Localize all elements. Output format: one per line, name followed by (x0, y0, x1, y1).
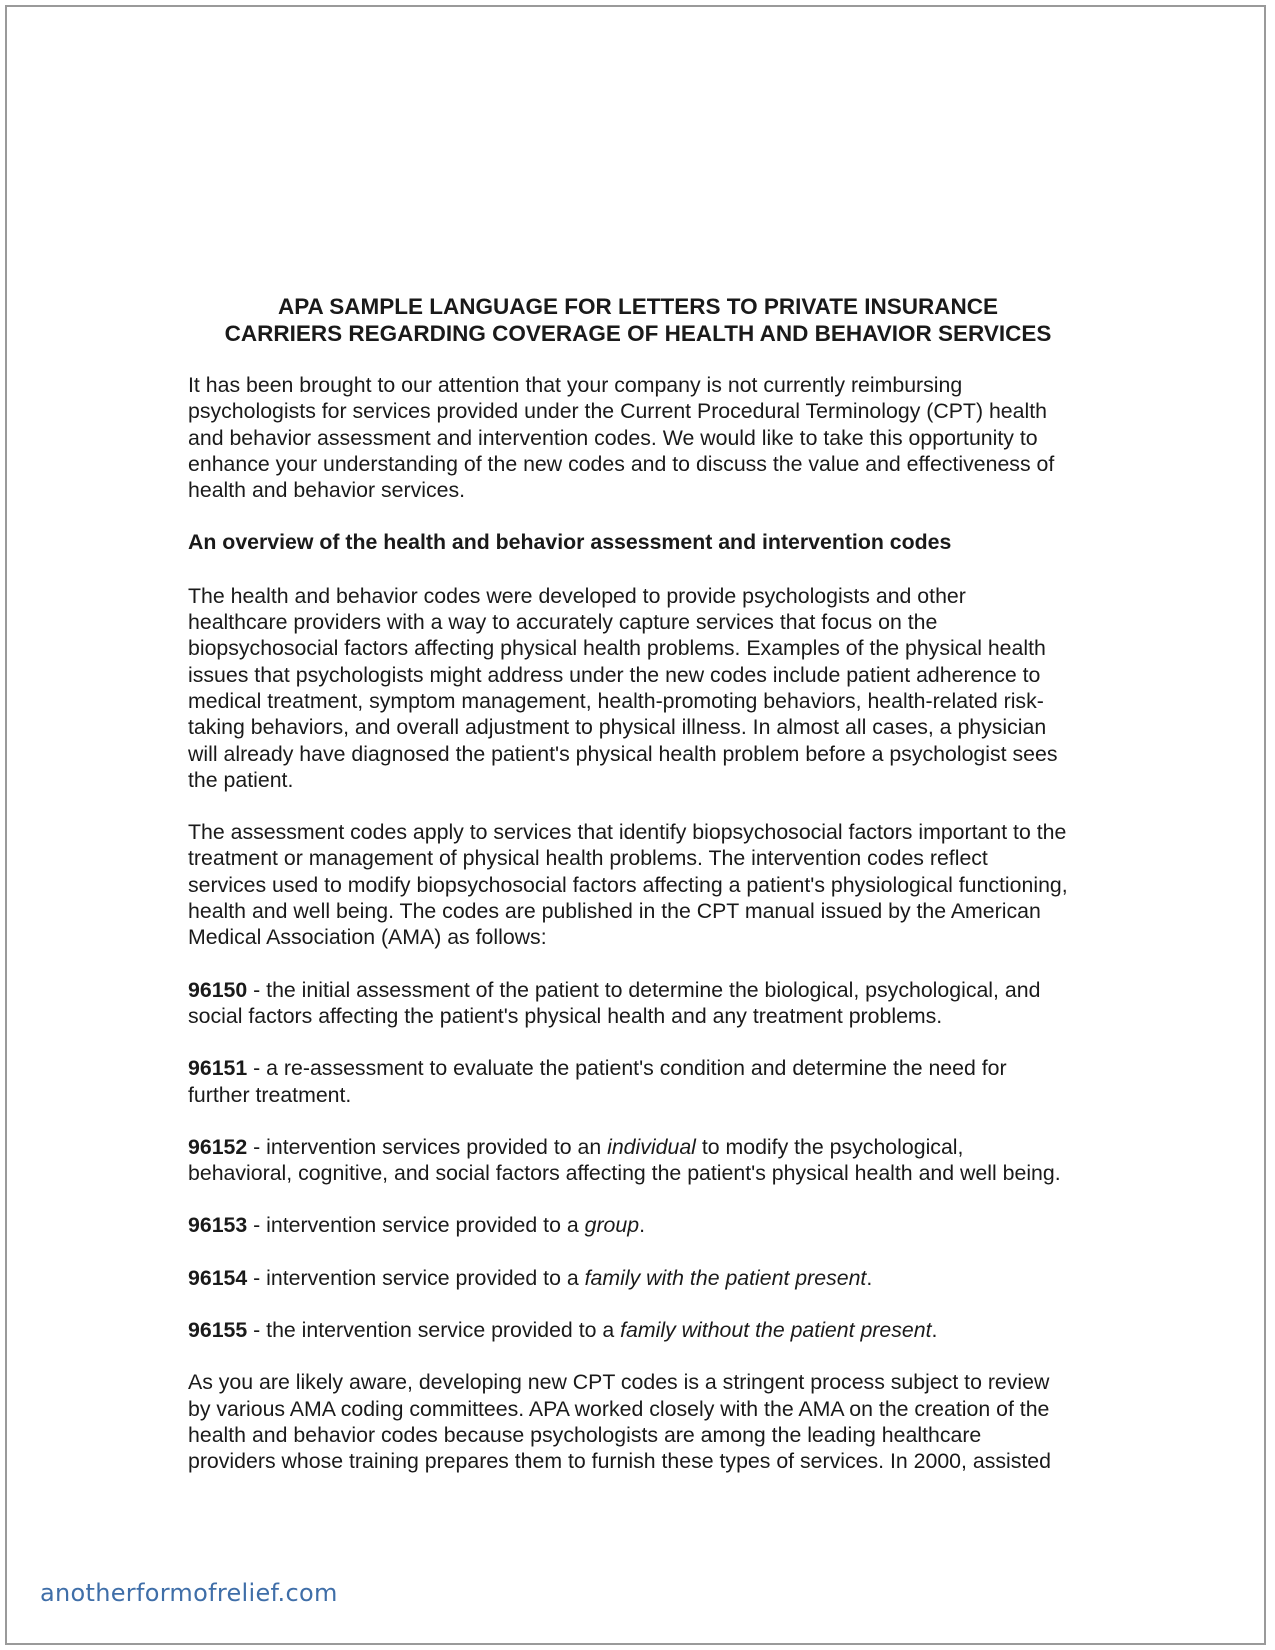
document-body (188, 293, 1093, 1501)
text-line: It has been brought to our attention that your company is not currently reimbursing (188, 373, 963, 397)
text-line: medical treatment, symptom management, health-promoting behaviors, health-related risk- (188, 688, 1044, 713)
text-line: by various AMA coding committees. APA worked closely with the AMA on the creation of the (188, 1396, 1050, 1421)
code-description: - the intervention service provided to a (247, 1318, 621, 1343)
codes-intro-paragraph (188, 819, 1093, 950)
code-description: . (639, 1213, 646, 1238)
title-line: CARRIERS REGARDING COVERAGE OF HEALTH AND BEHAVIOR SERVICES (224, 321, 1052, 346)
text-line (188, 1265, 1093, 1291)
text-line: further treatment. (188, 1082, 352, 1107)
website-watermark: anotherformofrelief.com (40, 1579, 338, 1607)
text-line: health and well being. The codes are published in the CPT manual issued by the American (188, 899, 1041, 924)
title-line: APA SAMPLE LANGUAGE FOR LETTERS TO PRIVATE INSURANCE (277, 294, 999, 319)
code-emphasis: individual (607, 1134, 696, 1159)
text-line: providers whose training prepares them to furnish these types of services. In 2000, assisted (188, 1449, 1051, 1474)
text-line: services used to modify biopsychosocial factors affecting a patient's physiological functioning, (188, 872, 1068, 897)
code-number: 96150 (188, 977, 248, 1002)
code-emphasis: family with the patient present (584, 1265, 867, 1290)
text-line: The assessment codes apply to services that identify biopsychosocial factors important to the (188, 820, 1067, 845)
code-item-96153 (188, 1212, 1093, 1238)
text-line (188, 1055, 1093, 1081)
text-line: and behavior assessment and intervention codes. We would like to take this opportunity to (188, 425, 1038, 450)
code-item-96154 (188, 1265, 1093, 1291)
overview-paragraph (188, 583, 1093, 793)
code-description: . (866, 1265, 873, 1290)
document-title (188, 293, 1088, 347)
text-line: psychologists for services provided under the Current Procedural Terminology (CPT) health (188, 399, 1047, 424)
text-line: health and behavior services. (188, 478, 466, 503)
text-line: social factors affecting the patient's physical health and any treatment problems. (188, 1003, 943, 1028)
code-description: - intervention service provided to a (247, 1265, 585, 1290)
text-line: behavioral, cognitive, and social factors affecting the patient's physical health and well being. (188, 1161, 1061, 1186)
text-line (188, 1317, 1093, 1343)
text-line: the patient. (188, 767, 294, 792)
text-line: taking behaviors, and overall adjustment to physical illness. In almost all cases, a physician (188, 715, 1047, 740)
code-item-96151 (188, 1055, 1093, 1108)
text-line: Medical Association (AMA) as follows: (188, 925, 547, 950)
text-line: biopsychosocial factors affecting physical health problems. Examples of the physical health (188, 636, 1046, 661)
process-paragraph (188, 1369, 1093, 1474)
code-emphasis: family without the patient present (620, 1318, 932, 1343)
text-line: enhance your understanding of the new codes and to discuss the value and effectiveness of (188, 451, 1055, 476)
code-description: . (931, 1318, 938, 1343)
code-number: 96152 (188, 1134, 248, 1159)
code-emphasis: group (584, 1213, 640, 1238)
code-description: - the initial assessment of the patient to determine the biological, psychological, and (247, 977, 1041, 1002)
code-number: 96154 (188, 1265, 248, 1290)
code-description: - a re-assessment to evaluate the patient's condition and determine the need for (247, 1056, 1007, 1081)
text-line: treatment or management of physical health problems. The intervention codes reflect (188, 846, 988, 871)
code-number: 96151 (188, 1056, 248, 1081)
text-line: As you are likely aware, developing new CPT codes is a stringent process subject to review (188, 1370, 1050, 1395)
text-line: health and behavior codes because psychologists are among the leading healthcare (188, 1422, 982, 1447)
section-heading: An overview of the health and behavior assessment and intervention codes (188, 530, 952, 555)
code-item-96152 (188, 1134, 1093, 1187)
code-description: - intervention services provided to an (247, 1134, 608, 1159)
text-line: healthcare providers with a way to accurately capture services that focus on the (188, 610, 938, 635)
text-line: The health and behavior codes were developed to provide psychologists and other (188, 583, 966, 608)
code-number: 96155 (188, 1318, 248, 1343)
code-description: - intervention service provided to a (247, 1213, 585, 1238)
code-item-96150 (188, 977, 1093, 1030)
code-number: 96153 (188, 1213, 248, 1238)
code-description: to modify the psychological, (695, 1134, 964, 1159)
intro-paragraph (188, 372, 1093, 503)
text-line (188, 977, 1093, 1003)
text-line: issues that psychologists might address under the new codes include patient adherence to (188, 662, 1041, 687)
text-line (188, 1212, 1093, 1238)
code-item-96155 (188, 1317, 1093, 1343)
text-line (188, 1134, 1093, 1160)
text-line: will already have diagnosed the patient's physical health problem before a psychologist sees (188, 741, 1058, 766)
